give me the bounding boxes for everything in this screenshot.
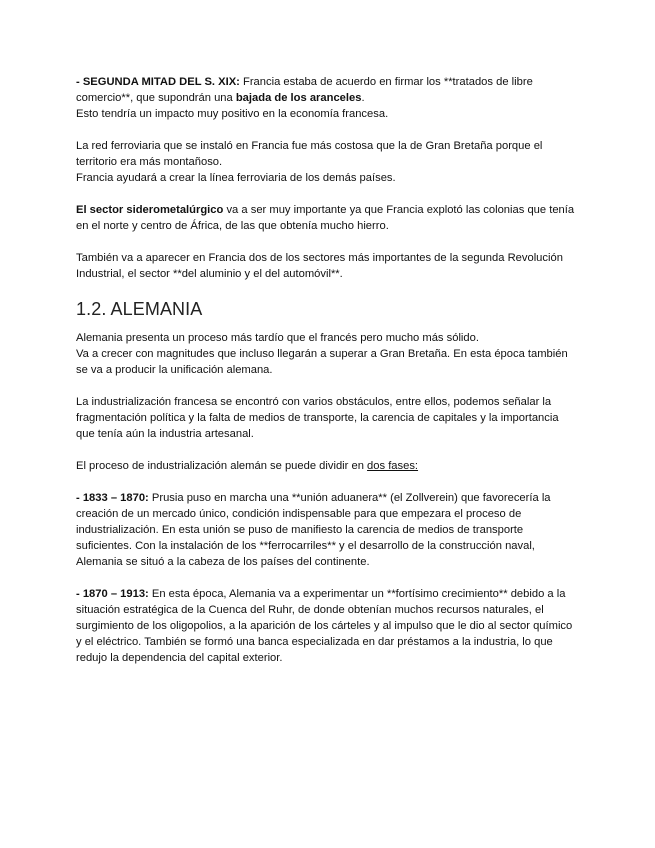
section-heading-alemania: 1.2. ALEMANIA <box>76 299 203 319</box>
paragraph-fase-1870-1913 <box>76 586 579 666</box>
paragraph-red-ferroviaria <box>76 138 579 186</box>
paragraph-text: Francia estaba de acuerdo en firmar los **tratados de libre comercio**, que supondrán una <box>76 76 533 104</box>
paragraph-text: El proceso de industrialización alemán se puede dividir en <box>76 460 368 472</box>
paragraph-text: Francia ayudará a crear la línea ferroviaria de los demás países. <box>76 172 396 184</box>
paragraph-text: Alemania presenta un proceso más tardío que el francés pero mucho más sólido. <box>76 332 479 344</box>
paragraph-text: También va a aparecer en Francia dos de los sectores más importantes de la segunda Revolución Industrial, el sector **del aluminio y el del automóvil**. <box>76 252 563 280</box>
document-page <box>76 74 579 682</box>
paragraph-segunda-revolucion <box>76 250 579 282</box>
paragraph-text: va a ser muy importante ya que Francia explotó las colonias que tenía en el norte y centro de África, de las que obtenía mucho hierro. <box>76 204 575 232</box>
bold-lead: - SEGUNDA MITAD DEL S. XIX: <box>76 76 240 88</box>
paragraph-obstaculos <box>76 394 579 442</box>
paragraph-text: La industrialización francesa se encontró con varios obstáculos, entre ellos, podemos señalar la fragmentación política y la falta de medios de transporte, la carencia de capitales y la importancia que tenía aún la industria artesanal. <box>76 396 559 440</box>
paragraph-text: Va a crecer con magnitudes que incluso llegarán a superar a Gran Bretaña. En esta época también se va a producir la unificación alemana. <box>76 348 568 376</box>
paragraph-fase-1833-1870 <box>76 490 579 570</box>
paragraph-text: La red ferroviaria que se instaló en Francia fue más costosa que la de Gran Bretaña porque el territorio era más montañoso. <box>76 140 543 168</box>
paragraph-dos-fases <box>76 458 579 474</box>
bold-lead: El sector siderometalúrgico <box>76 204 224 216</box>
paragraph-text: . <box>361 92 365 104</box>
bold-lead: - 1833 – 1870: <box>76 492 149 504</box>
paragraph-segunda-mitad <box>76 74 579 122</box>
paragraph-siderometalurgico <box>76 202 579 234</box>
bold-phrase: bajada de los aranceles <box>235 92 362 104</box>
underlined-phrase: dos fases: <box>367 460 419 472</box>
paragraph-text: Esto tendría un impacto muy positivo en la economía francesa. <box>76 108 389 120</box>
paragraph-alemania-intro <box>76 330 579 378</box>
bold-lead: - 1870 – 1913: <box>76 588 149 600</box>
paragraph-text: Prusia puso en marcha una **unión aduanera** (el Zollverein) que favorecería la creación de un mercado único, condición indispensable para que empezara el proceso de industrialización. En esta unión se puso de manifiesto la carencia de medios de transporte suficientes. Con la instalación de los **ferrocarriles** y el desarrollo de la construcción naval, Alemania se situó a la cabeza de los países del continente. <box>76 492 551 568</box>
paragraph-text: En esta época, Alemania va a experimentar un **fortísimo crecimiento** debido a la situación estratégica de la Cuenca del Ruhr, de donde obtenían muchos recursos naturales, el surgimiento de los oligopolios, a la aparición de los cárteles y al impulso que le dio al sector químico y el eléctrico. También se formó una banca especializada en dar préstamos a la industria, lo que redujo la dependencia del capital exterior. <box>76 588 573 664</box>
